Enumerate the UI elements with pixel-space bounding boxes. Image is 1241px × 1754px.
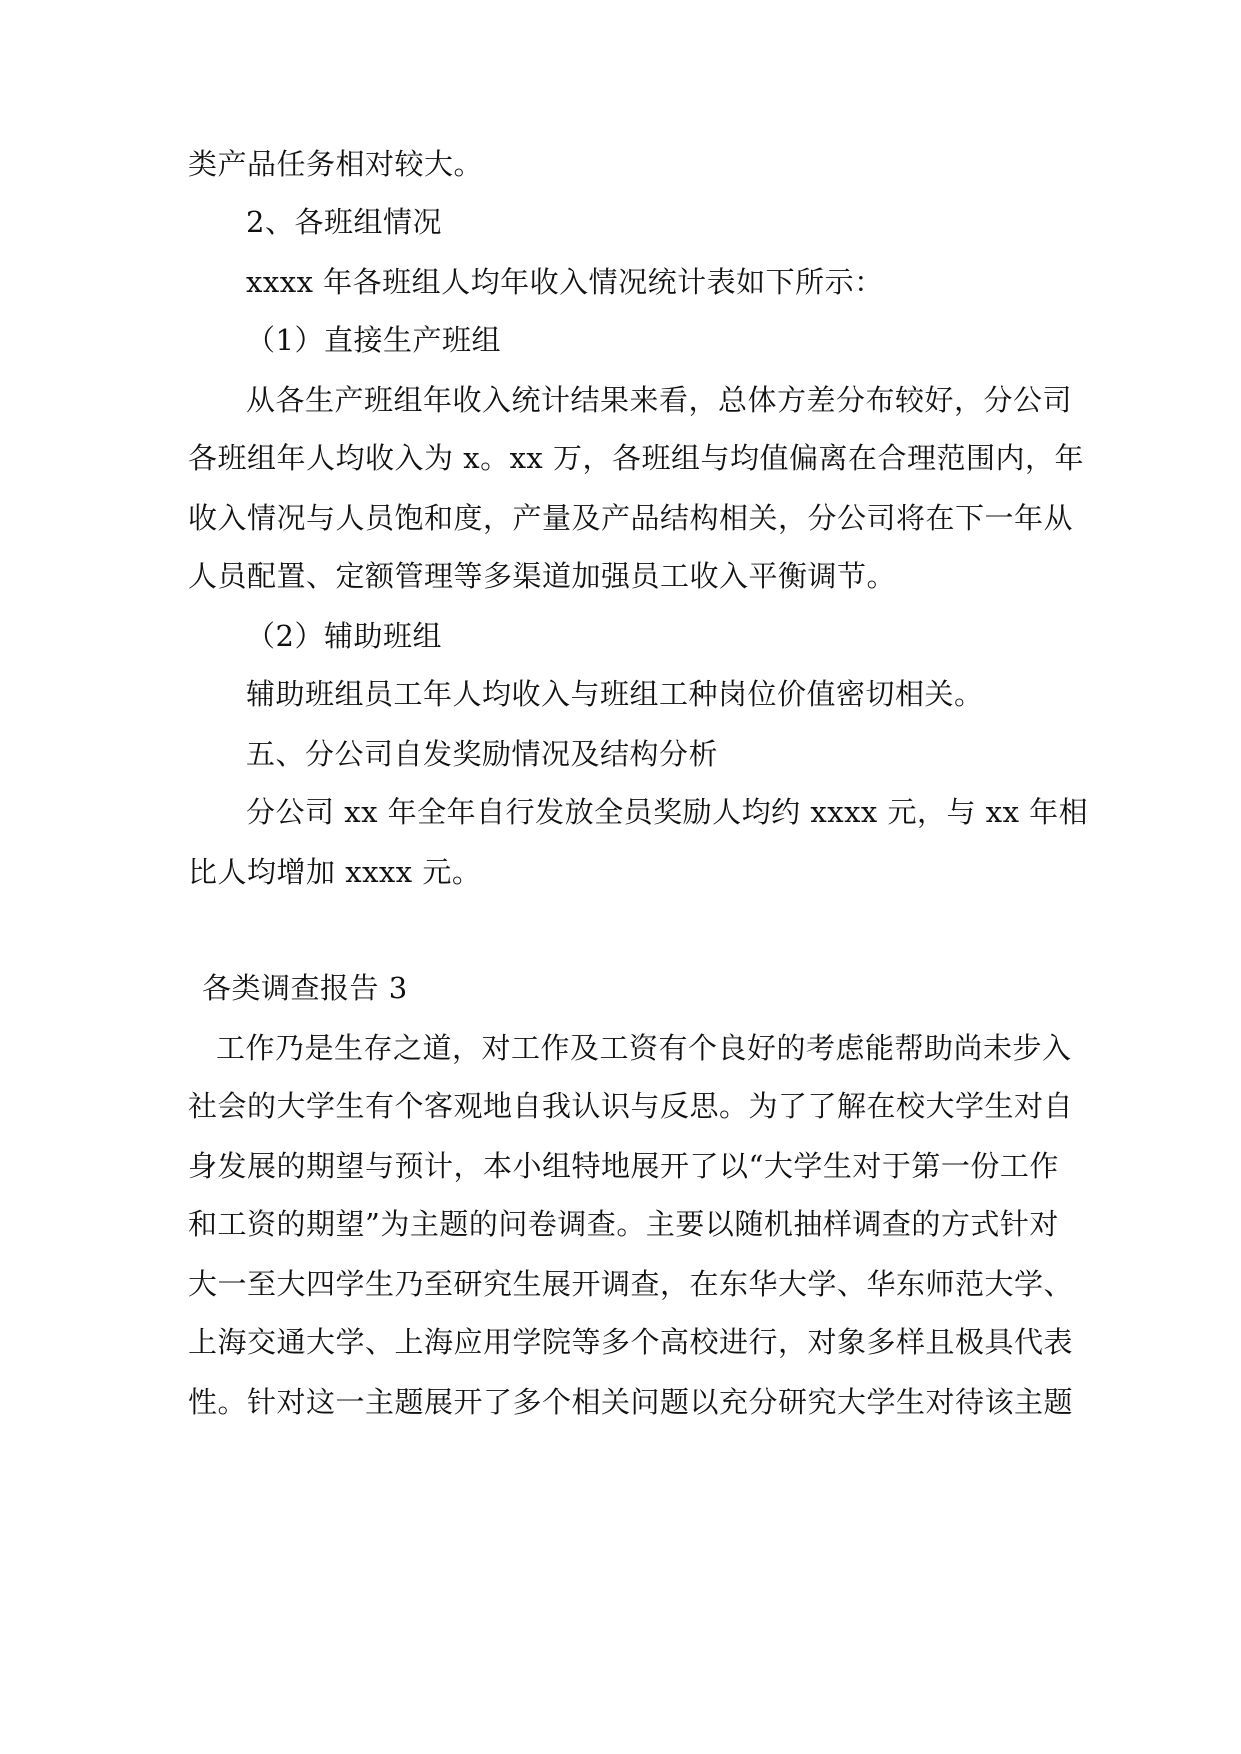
text-line: 分公司 xx 年全年自行发放全员奖励人均约 xxxx 元，与 xx 年相 <box>246 795 1089 829</box>
text-line: 上海交通大学、上海应用学院等多个高校进行，对象多样且极具代表 <box>188 1325 1074 1359</box>
text-line: 大一至大四学生乃至研究生展开调查，在东华大学、华东师范大学、 <box>188 1267 1074 1301</box>
text-line: 和工资的期望”为主题的问卷调查。主要以随机抽样调查的方式针对 <box>188 1207 1059 1241</box>
text-line: 性。针对这一主题展开了多个相关问题以充分研究大学生对待该主题 <box>188 1385 1074 1419</box>
report-title: 各类调查报告 3 <box>202 971 408 1005</box>
text-line: xxxx 年各班组人均年收入情况统计表如下所示： <box>246 265 884 299</box>
text-line: 各班组年人均收入为 x。xx 万，各班组与均值偏离在合理范围内，年 <box>188 441 1085 475</box>
text-line: 类产品任务相对较大。 <box>188 147 484 181</box>
text-line: 工作乃是生存之道，对工作及工资有个良好的考虑能帮助尚未步入 <box>216 1031 1072 1065</box>
section-heading: 五、分公司自发奖励情况及结构分析 <box>246 737 719 771</box>
section-heading: 2、各班组情况 <box>246 205 442 239</box>
subsection-heading: （1）直接生产班组 <box>246 323 501 357</box>
text-line: 身发展的期望与预计，本小组特地展开了以“大学生对于第一份工作 <box>188 1149 1059 1183</box>
text-line: 从各生产班组年收入统计结果来看，总体方差分布较好，分公司 <box>246 383 1073 417</box>
text-line: 辅助班组员工年人均收入与班组工种岗位价值密切相关。 <box>246 677 984 711</box>
text-line: 人员配置、定额管理等多渠道加强员工收入平衡调节。 <box>188 559 897 593</box>
subsection-heading: （2）辅助班组 <box>246 619 442 653</box>
text-line: 比人均增加 xxxx 元。 <box>188 855 482 889</box>
text-line: 社会的大学生有个客观地自我认识与反思。为了了解在校大学生对自 <box>188 1089 1074 1123</box>
text-line: 收入情况与人员饱和度，产量及产品结构相关，分公司将在下一年从 <box>188 501 1074 535</box>
